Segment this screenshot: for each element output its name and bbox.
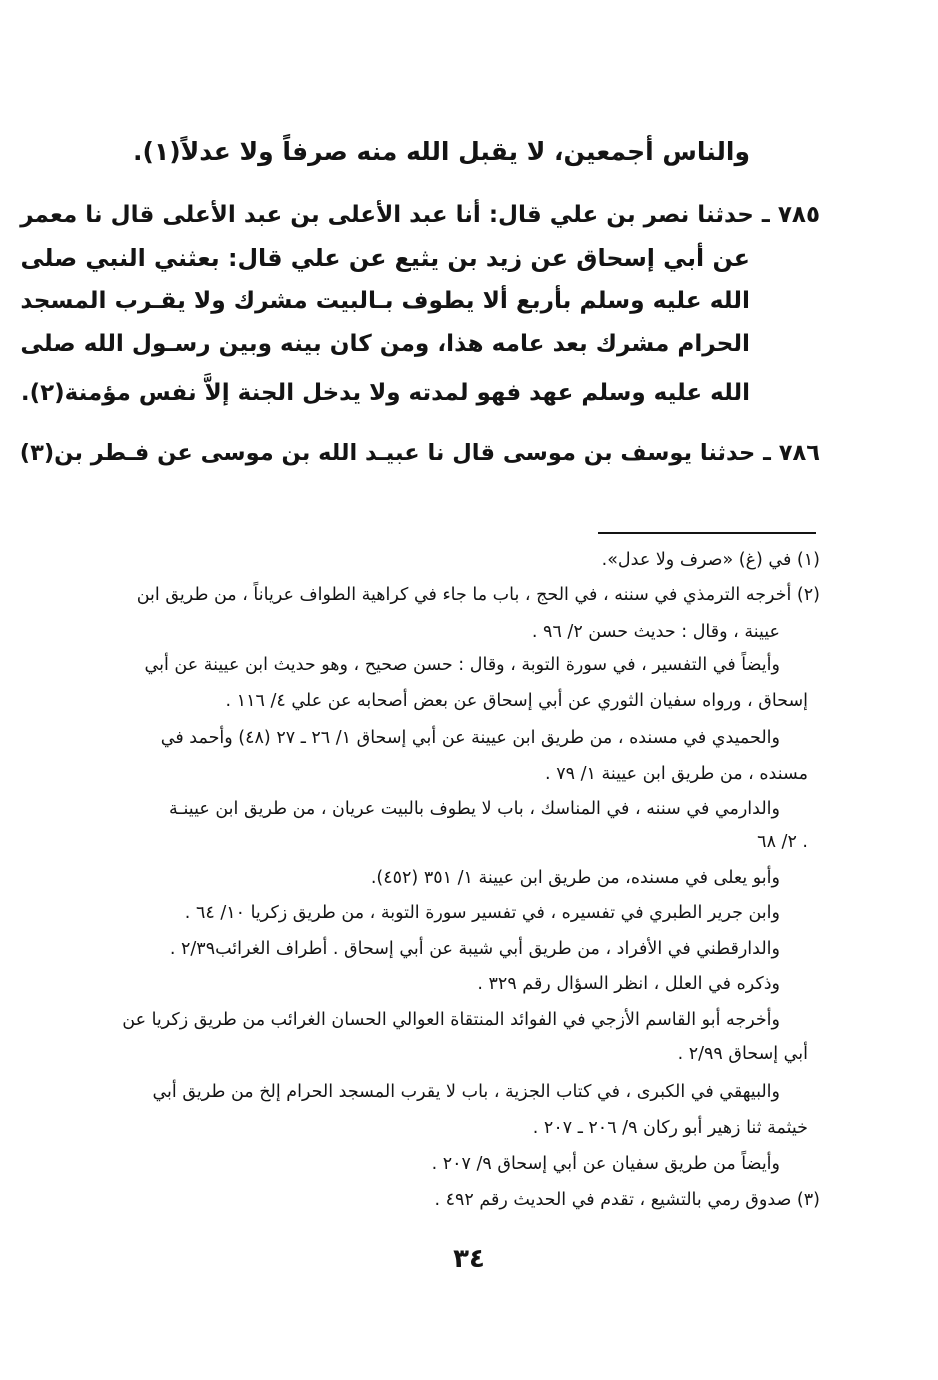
footnote-line: وأبو يعلى في مسنده، من طريق ابن عيينة ١/ ٣٥١ (٤٥٢). — [370, 868, 780, 888]
footnote-line: إسحاق ، ورواه سفيان الثوري عن أبي إسحاق عن بعض أصحابه عن علي ٤/ ١١٦ . — [225, 691, 808, 711]
footnote-line: وابن جرير الطبري في تفسيره ، في تفسير سورة التوبة ، من طريق زكريا ١٠/ ٦٤ . — [184, 903, 780, 923]
footnote-line: مسنده ، من طريق ابن عيينة ١/ ٧٩ . — [545, 764, 808, 784]
footnote-line: وأيضاً من طريق سفيان عن أبي إسحاق ٩/ ٢٠٧ . — [431, 1154, 780, 1174]
main-text-line: والناس أجمعين، لا يقبل الله منه صرفاً ولا عدلاً(١). — [133, 137, 750, 166]
main-text-line: الحرام مشرك بعد عامه هذا، ومن كان بينه وبين رسـول الله صلى — [20, 331, 750, 357]
main-text-line: الله عليه وسلم عهد فهو لمدته ولا يدخل الجنة إلاَّ نفس مؤمنة(٢). — [20, 380, 750, 406]
hadith-785-line: ٧٨٥ ـ حدثنا نصر بن علي قال: أنا عبد الأعلى بن عبد الأعلى قال نا معمر — [20, 202, 820, 228]
hadith-786-line: ٧٨٦ ـ حدثنا يوسف بن موسى قال نا عبيـد الله بن موسى عن فـطر بن(٣) — [19, 440, 820, 466]
footnote-1: (١) في (غ) «صرف ولا عدل». — [601, 550, 820, 570]
footnote-line: ٢/ ٦٨ . — [757, 832, 808, 852]
footnote-line: خيثمة ثنا زهير أبو ركان ٩/ ٢٠٦ ـ ٢٠٧ . — [532, 1118, 808, 1138]
footnote-line: وذكره في العلل ، انظر السؤال رقم ٣٢٩ . — [477, 974, 780, 994]
footnote-line: وأيضاً في التفسير ، في سورة التوبة ، وقال : حسن صحيح ، وهو حديث ابن عيينة عن أبي — [144, 655, 780, 675]
footnote-line: والحميدي في مسنده ، من طريق ابن عيينة عن أبي إسحاق ١/ ٢٦ ـ ٢٧ (٤٨) وأحمد في — [160, 728, 780, 748]
footnote-line: وأخرجه أبو القاسم الأزجي في الفوائد المنتقاة العوالي الحسان الغرائب من طريق زكريا عن — [122, 1010, 780, 1030]
page-number: ٣٤ — [453, 1244, 485, 1274]
footnote-line: والبيهقي في الكبرى ، في كتاب الجزية ، باب لا يقرب المسجد الحرام إلخ من طريق أبي — [152, 1082, 780, 1102]
footnote-2: (٢) أخرجه الترمذي في سننه ، في الحج ، باب ما جاء في كراهية الطواف عرياناً ، من طريق ابن — [136, 585, 820, 605]
footnote-3: (٣) صدوق رمي بالتشيع ، تقدم في الحديث رقم ٤٩٢ . — [434, 1190, 820, 1210]
footnote-line: أبي إسحاق ٢/٩٩ . — [677, 1044, 808, 1064]
footnote-separator — [598, 532, 816, 534]
footnote-line: عيينة ، وقال : حديث حسن ٢/ ٩٦ . — [531, 622, 780, 642]
main-text-line: الله عليه وسلم بأربع ألا يطوف بـالبيت مشرك ولا يقـرب المسجد — [20, 287, 750, 314]
footnote-line: والدارمي في سننه ، في المناسك ، باب لا يطوف بالبيت عريان ، من طريق ابن عيينـة — [169, 799, 780, 819]
main-text-line: عن أبي إسحاق عن زيد بن يثيع عن علي قال: بعثني النبي صلى — [20, 244, 750, 272]
footnote-line: والدارقطني في الأفراد ، من طريق أبي شيبة عن أبي إسحاق . أطراف الغرائب٢/٣٩ . — [169, 939, 780, 959]
